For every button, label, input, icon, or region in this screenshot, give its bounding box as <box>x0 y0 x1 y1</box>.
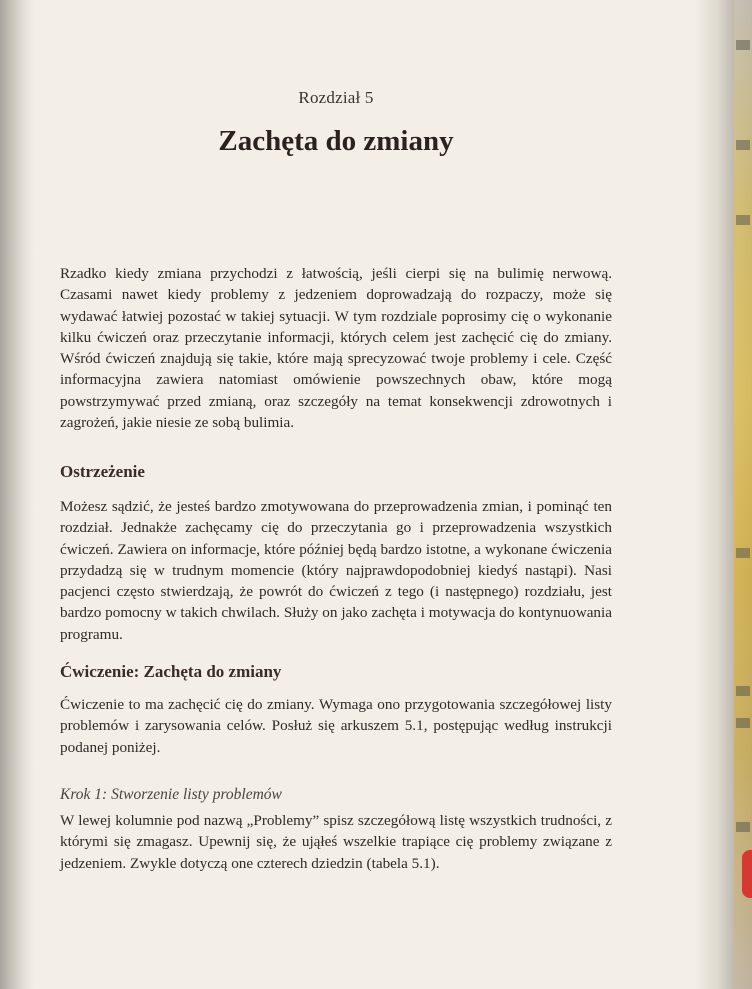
edge-mark <box>736 140 750 150</box>
exercise-heading: Ćwiczenie: Zachęta do zmiany <box>60 662 282 681</box>
book-spine-shadow <box>0 0 34 989</box>
step1-paragraph: W lewej kolumnie pod nazwą „Problemy” spisz szczegółową listę wszystkich trudności, z którymi się zmagasz. Upewnij się, że ująłeś wszelkie trapiące cię problemy związane z jedzeniem. Zwykle dotyczą one czterech dziedzin (tabela 5.1). <box>60 812 612 872</box>
edge-mark <box>736 718 750 728</box>
book-page <box>60 0 612 989</box>
chapter-title: Zachęta do zmiany <box>218 125 454 157</box>
step1-heading: Krok 1: Stworzenie listy problemów <box>60 786 282 803</box>
chapter-label: Rozdział 5 <box>298 88 374 107</box>
edge-red-tab <box>742 850 752 898</box>
edge-mark <box>736 686 750 696</box>
edge-mark <box>736 215 750 225</box>
edge-mark <box>736 822 750 832</box>
intro-paragraph: Rzadko kiedy zmiana przychodzi z łatwością, jeśli cierpi się na bulimię nerwową. Czasami nawet kiedy problemy z jedzeniem doprowadzają do rozpaczy, może się wydawać łatwiej pozostać w takiej sytuacji. W tym rozdziale poprosimy cię o wykonanie kilku ćwiczeń oraz przeczytanie informacji, których celem jest zachęcić cię do zmiany. Wśród ćwiczeń znajdują się takie, które mają sprecyzować twoje problemy i cele. Część informacyjna zawiera natomiast omówienie powszechnych obaw, które mogą powstrzymywać przed zmianą, oraz szczegóły na temat konsekwencji zdrowotnych i zagrożeń, jakie niesie ze sobą bulimia. <box>60 265 612 432</box>
warning-heading: Ostrzeżenie <box>60 462 145 481</box>
warning-paragraph: Możesz sądzić, że jesteś bardzo zmotywowana do przeprowadzenia zmian, i pominąć ten rozdział. Jednakże zachęcamy cię do przeczytania go i przeprowadzenia wszystkich ćwiczeń. Zawiera on informacje, które później będą bardzo istotne, a wykonane ćwiczenia przydadzą się w trudnym momencie (który najprawdopodobniej kiedyś nastąpi). Nasi pacjenci często stwierdzają, że powrót do ćwiczeń z tego (i następnego) rozdziału, jest bardzo pomocny w takich chwilach. Służy on jako zachęta i motywacja do kontynuowania programu. <box>60 498 612 643</box>
exercise-paragraph: Ćwiczenie to ma zachęcić cię do zmiany. Wymaga ono przygotowania szczegółowej listy problemów i zarysowania celów. Posłuż się arkuszem 5.1, postępując według instrukcji podanej poniżej. <box>60 696 612 756</box>
edge-mark <box>736 548 750 558</box>
edge-mark <box>736 40 750 50</box>
